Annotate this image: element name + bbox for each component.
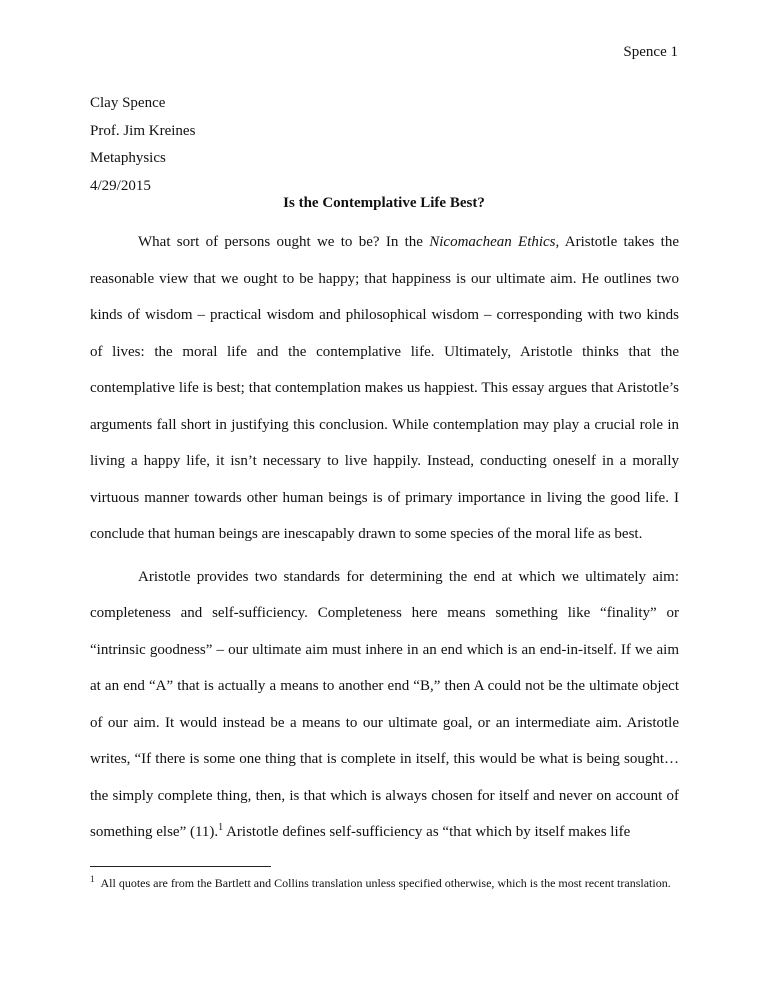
footnote-text: All quotes are from the Bartlett and Collins translation unless specified otherwise, which is the most recent translation. xyxy=(100,876,671,890)
mla-heading xyxy=(90,90,195,200)
paragraph-1-intro: What sort of persons ought we to be? In the xyxy=(138,234,430,250)
professor-name: Prof. Jim Kreines xyxy=(90,122,196,139)
paragraph-1-rest: , Aristotle takes the reasonable view that we ought to be happy; that happiness is our ultimate aim. He outlines two kinds of wisdom – practical wisdom and philosophical wisdom – corresponding with two kinds of lives: the moral life and the contemplative life. Ultimately, Aristotle thinks that the contemplative life is best; that contemplation makes us happiest. This essay argues that Aristotle’s arguments fall short in justifying this conclusion. While contemplation may play a crucial role in living a happy life, it isn’t necessary to live happily. Instead, conducting oneself in a morally virtuous manner towards other human beings is of primary importance in living the good life. I conclude that human beings are inescapably drawn to some species of the moral life as best. xyxy=(90,234,679,542)
date: 4/29/2015 xyxy=(90,177,151,194)
footnote-separator xyxy=(90,866,271,867)
paragraph-1 xyxy=(90,224,679,553)
essay-title: Is the Contemplative Life Best? xyxy=(283,195,485,211)
footnote-reference[interactable]: 1 xyxy=(218,822,224,833)
author-name: Clay Spence xyxy=(90,95,166,111)
footnote-mark: 1 xyxy=(90,874,95,884)
course-name: Metaphysics xyxy=(90,150,166,167)
book-title: Nicomachean Ethics xyxy=(429,234,556,250)
paragraph-2-text: Aristotle provides two standards for determining the end at which we ultimately aim: completeness and self-sufficiency. Completeness here means something like “finality” or “intrinsic goodness” – our ultimate aim must inhere in an end which is an end-in-itself. If we aim at an end “A” that is actually a means to another end “B,” then A could not be the ultimate object of our aim. It would instead be a means to our ultimate goal, or an intermediate aim. Aristotle writes, “If there is some one thing that is complete in itself, this would be what is being sought…the simply complete thing, then, is that which is always chosen for itself and never on account of something else” (11). xyxy=(90,568,679,840)
paragraph-2-continuation: Aristotle defines self-sufficiency as “that which by itself makes life xyxy=(223,824,631,840)
running-header: Spence 1 xyxy=(623,44,678,60)
footnote xyxy=(90,874,679,892)
paragraph-2 xyxy=(90,559,679,851)
essay-body xyxy=(90,224,679,851)
